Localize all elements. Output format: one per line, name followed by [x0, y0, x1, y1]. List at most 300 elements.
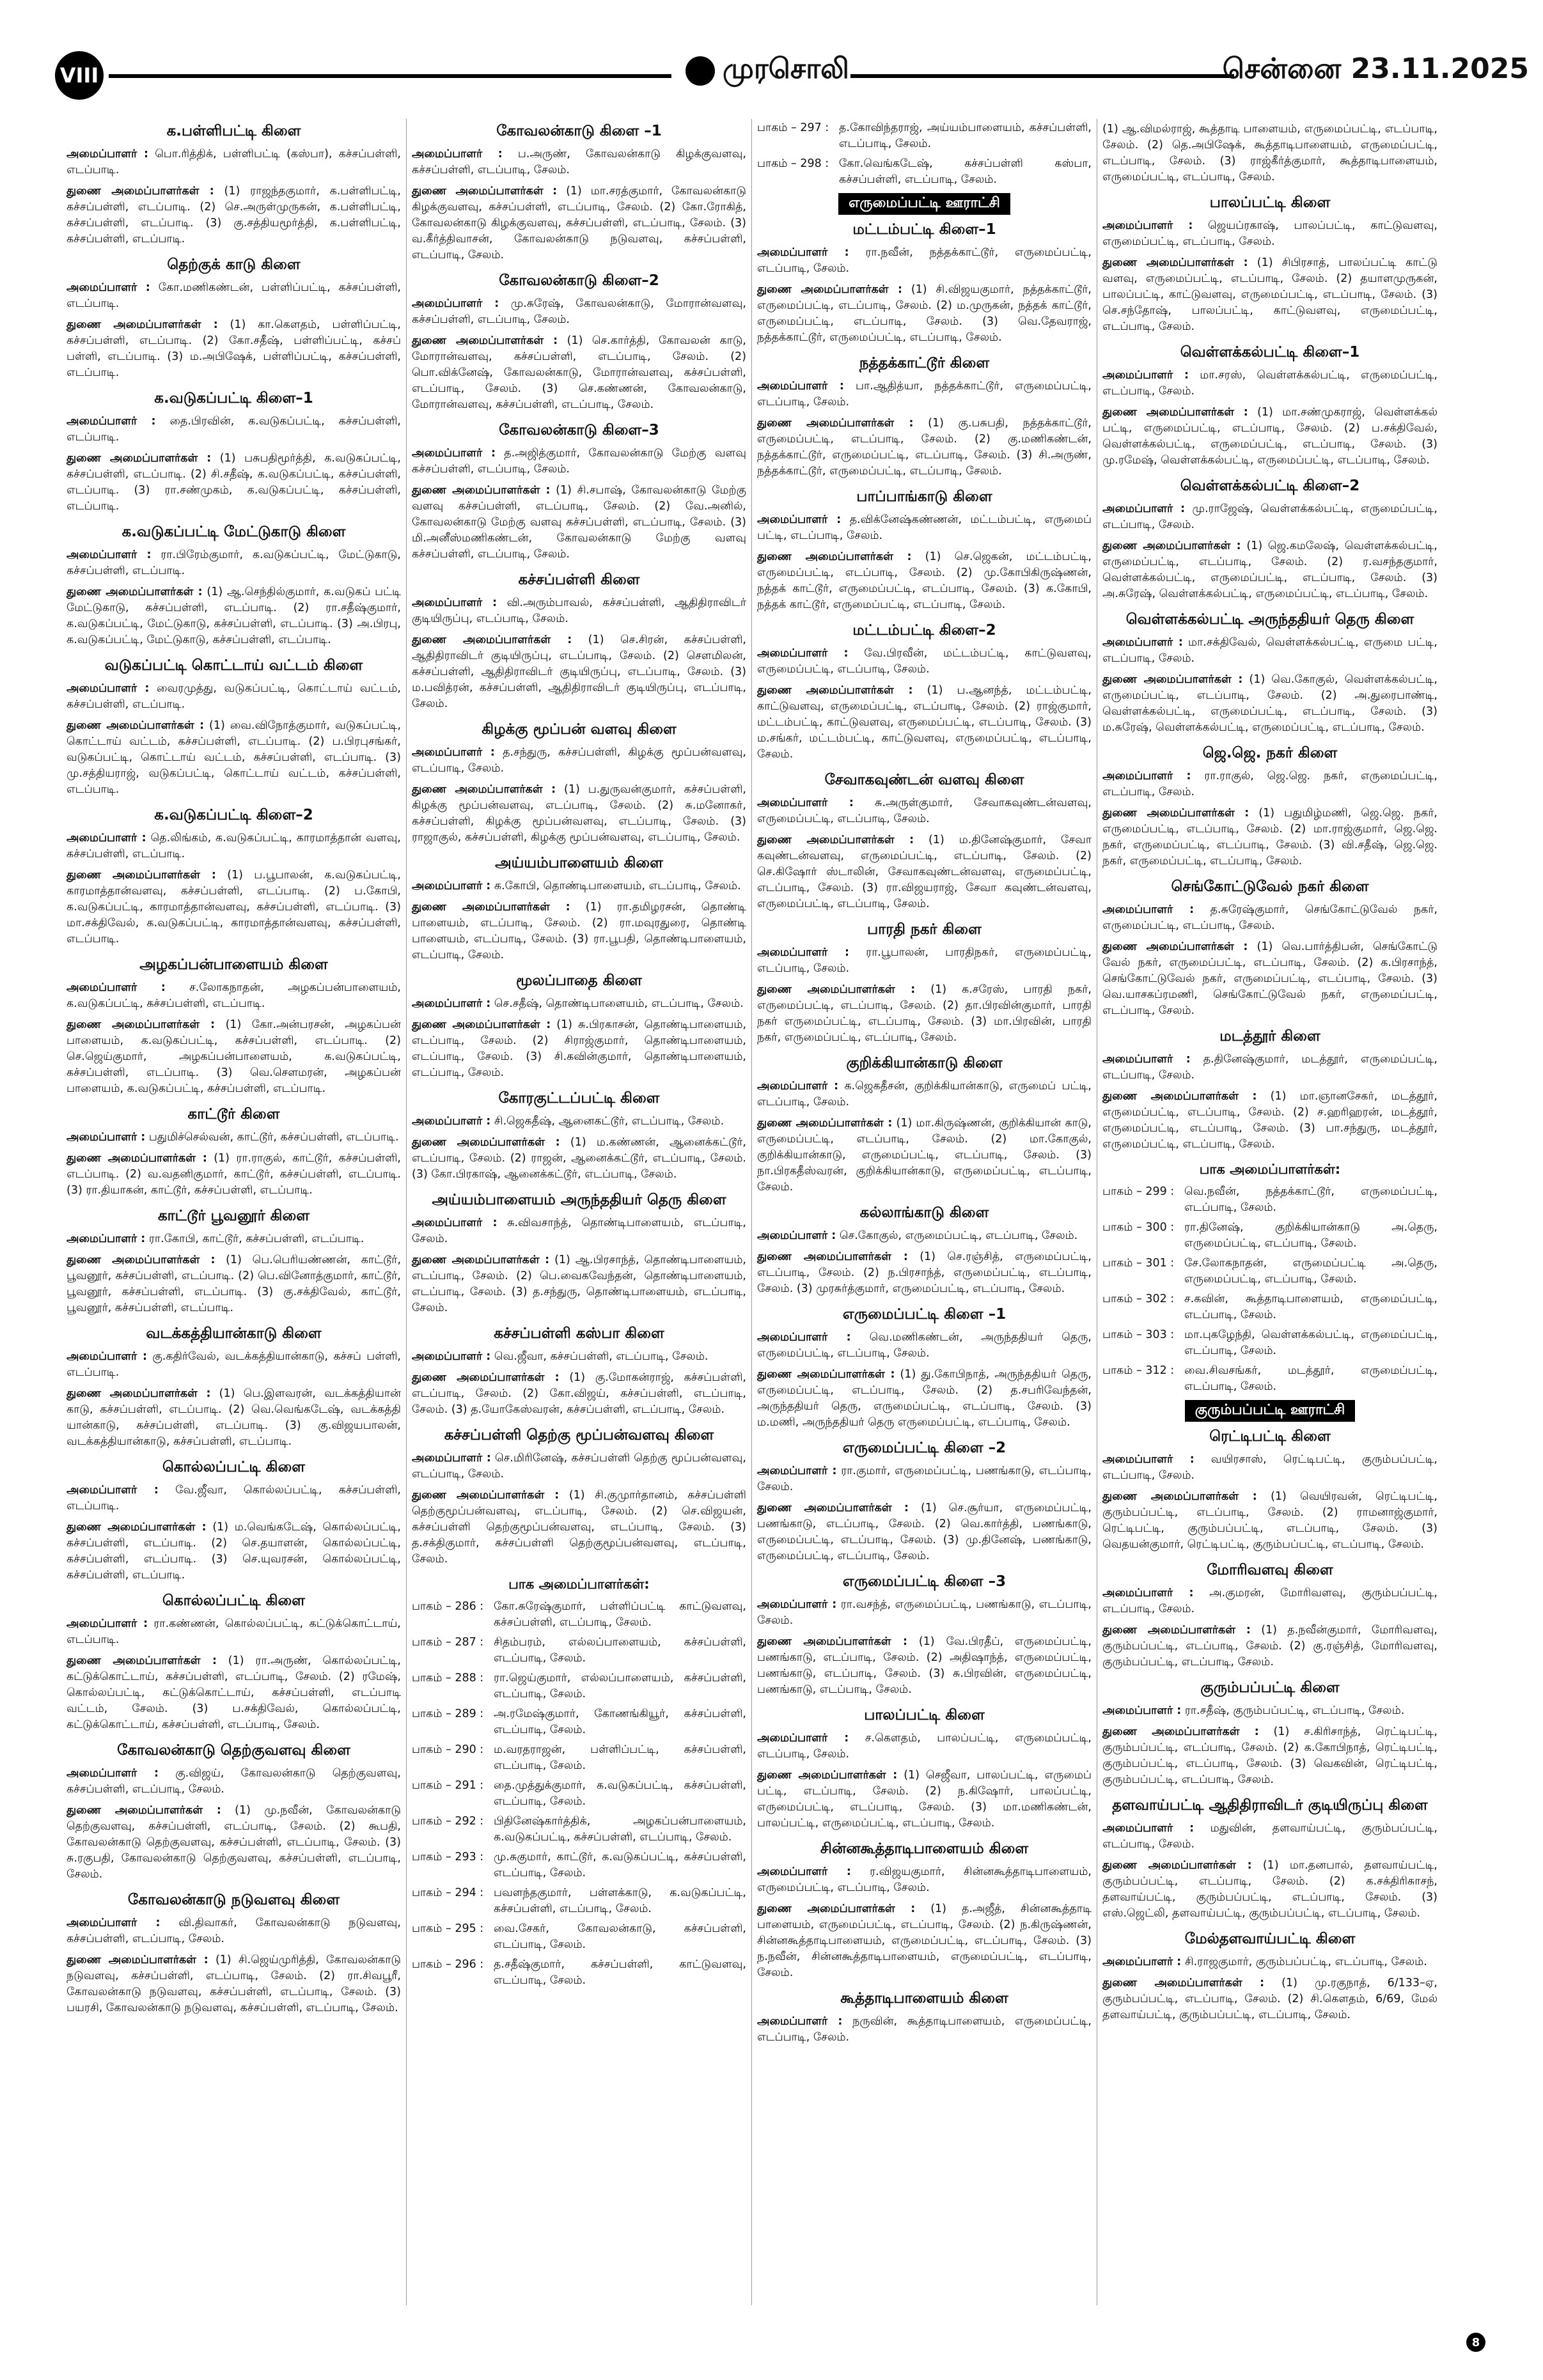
branch-section — [1102, 1931, 1437, 2023]
booth-row — [412, 1778, 746, 1810]
branch-title: மோரிவளவு கிளை — [1207, 1562, 1333, 1578]
deputy-names: (1) ப.ஆனந்த், மட்டம்பட்டி, காட்டுவளவு, எருமைப்பட்டி, எடப்பாடி, சேலம். (2) ராஜ்குமார், மட்டம்பட்டி, காட்டுவளவு, எருமைப்பட்டி, எடப்பாடி, சேலம். (3) ம.சங்கர், மட்டம்பட்டி, காட்டுவளவு, எருமைப்பட்டி, எடப்பாடி, சேலம். — [757, 684, 1092, 761]
branch-section — [1102, 121, 1437, 185]
booth-organizer: வெ.நவீன், நத்தக்காட்டூர், எருமைப்பட்டி, எடப்பாடி, சேலம். — [1184, 1185, 1437, 1214]
organizer-label: அமைப்பாளர் : — [757, 1080, 839, 1093]
branch-section — [757, 1840, 1092, 1981]
branch-section — [412, 572, 746, 712]
organizer-name: ரா.சதீஷ், குரும்பப்பட்டி, எடப்பாடி, சேலம். — [1184, 1704, 1405, 1717]
organizer-label: அமைப்பாளர் : — [1102, 369, 1189, 382]
deputy-organizers-line — [757, 1116, 1092, 1195]
branch-section — [412, 1325, 746, 1418]
branch-section — [67, 1325, 401, 1450]
page-header — [0, 0, 1543, 88]
panchayat-band — [1102, 1400, 1437, 1422]
panchayat-name: எருமைப்பட்டி ஊராட்சி — [838, 193, 1010, 215]
deputy-names: (1) பெ.இளவரன், வடக்கத்தியான் காடு, கச்சப்பள்ளி, எடப்பாடி. (2) வெ.வெங்கடேஷ், வடக்கத்தி யான்காடு, கச்சப்பள்ளி, எடப்பாடி. (3) கு.விஜயபாலன், வடக்கத்தியான்காடு, கச்சப்பள்ளி, எடப்பாடி. — [67, 1387, 401, 1448]
organizer-label: அமைப்பாளர் : — [1102, 636, 1183, 649]
deputy-names: (1) மு.நவீன், கோவலன்காடு தெற்குவளவு, கச்சப்பள்ளி, எடப்பாடி, சேலம். (2) கூபதி, கோவலன்காடு தெற்குவளவு, கச்சப்பள்ளி, எடப்பாடி, சேலம். (3) சு.ரகுபதி, கோவலன்காடு தெற்குவளவு, கச்சப்பள்ளி, எடப்பாடி, சேலம். — [67, 1804, 401, 1881]
deputy-organizers-line — [412, 1252, 746, 1316]
deputy-names: (1) மா.தனபால், தளவாய்பட்டி, குரும்பப்பட்டி, எடப்பாடி, சேலம். (2) க.சக்திரிசுாசந், தளவாய்பட்டி, குரும்பப்பட்டி, எடப்பாடி, சேலம். (3) எஸ்.ஜெட்லி, தளவாய்பட்டி, குரும்பப்பட்டி, எடப்பாடி, சேலம். — [1102, 1859, 1437, 1920]
murasoli-logo-icon — [685, 56, 715, 86]
deputy-names: (1) ப.பூபாலன், க.வடுகப்பட்டி, காரமாத்தான்வளவு, கச்சப்பள்ளி, எடப்பாடி. (2) ப.கோபி, க.வடுகப்பட்டி, காரமாத்தான்வளவு, கச்சப்பள்ளி, எடப்பாடி. (3) மா.சக்திவேல், க.வடுகப்பட்டி, காரமாத்தான்வளவு, கச்சப்பள்ளி, எடப்பாடி. — [67, 869, 401, 945]
deputy-label: துணை அமைப்பாளர்கள் : — [412, 901, 570, 914]
booth-organizer: வை.சேகர், கோவலன்காடு, கச்சப்பள்ளி, எடப்பாடி, சேலம். — [494, 1922, 746, 1951]
deputy-organizers-line — [412, 1370, 746, 1418]
organizer-label: அமைப்பாளர் : — [67, 148, 148, 160]
branch-section — [412, 1427, 746, 1567]
branch-title: கோவலன்காடு கிளை –1 — [496, 123, 662, 139]
deputy-label: துணை அமைப்பாளர்கள் : — [757, 1368, 895, 1381]
organizer-line — [1102, 1452, 1437, 1484]
deputy-label: துணை அமைப்பாளர்கள் : — [67, 1387, 211, 1400]
deputy-organizers-line — [67, 1151, 401, 1199]
deputy-label: துணை அமைப்பாளர்கள் : — [412, 783, 556, 796]
booth-row — [412, 1635, 746, 1667]
branch-title: குரும்பப்பட்டி கிளை — [1200, 1679, 1340, 1696]
organizer-line — [412, 446, 746, 478]
column-1 — [61, 119, 407, 2305]
organizer-line — [1102, 1821, 1437, 1853]
organizer-label: அமைப்பாளர் : — [67, 1233, 146, 1245]
column-4 — [1097, 119, 1443, 2305]
booth-number: பாகம் – 287 : — [412, 1636, 484, 1649]
deputy-label: துணை அமைப்பாளர்கள் : — [412, 1136, 560, 1149]
booth-number: பாகம் – 292 : — [412, 1815, 484, 1828]
branch-section — [757, 355, 1092, 479]
organizer-line — [412, 296, 746, 328]
booth-row — [412, 1849, 746, 1881]
branch-title: கோவலன்காடு கிளை–2 — [499, 272, 659, 289]
branch-title: அய்யம்பாளையம் கிளை — [495, 855, 663, 871]
organizer-line — [67, 830, 401, 862]
organizer-label: அமைப்பாளர் : — [412, 997, 491, 1010]
organizer-line — [1102, 635, 1437, 667]
branch-section — [1102, 1028, 1437, 1153]
branch-title: மட்டம்பட்டி கிளை–1 — [852, 221, 996, 238]
deputy-names: (1) சி.ஜெய்முரித்தி, கோவலன்காடு நடுவளவு, கச்சப்பள்ளி, எடப்பாடி, சேலம். (2) ரா.சிவபூரீ, கோவலன்காடு நடுவளவு, கச்சப்பள்ளி, எடப்பாடி, சேலம். (3) பயரசி, கோவலன்காடு நடுவளவு, கச்சப்பள்ளி, எடப்பாடி, சேலம். — [67, 1954, 401, 2014]
organizer-name: சு.அருள்குமார், சேவாகவுண்டன்வளவு, எருமைப்பட்டி, எடப்பாடி, சேலம். — [757, 797, 1092, 825]
organizer-label: அமைப்பாளர் : — [412, 1115, 491, 1128]
deputy-organizers-line — [67, 1386, 401, 1450]
deputy-names: (1) பசுபதிமூர்த்தி, க.வடுகப்பட்டி, கச்சப்பள்ளி, எடப்பாடி. (2) சி.சதீஷ், க.வடுகப்பட்டி, கச்சப்பள்ளி, எடப்பாடி. (3) ரா.சண்முகம், க.வடுகப்பட்டி, கச்சப்பள்ளி, எடப்பாடி. — [67, 452, 401, 513]
booth-row — [1102, 1327, 1437, 1359]
deputy-names: (1) வே.பிரதீப், எருமைப்பட்டி, பணங்காடு, எடப்பாடி, சேலம். (2) அதிஷாந்த், எருமைப்பட்டி, பணங்காடு, எடப்பாடி, சேலம். (3) சு.பிரவின், எருமைப்பட்டி, பணங்காடு, எடப்பாடி, சேலம். — [757, 1635, 1092, 1696]
deputy-names: (1) து.கோபிநாத், அருந்ததியர் தெரு, எருமைப்பட்டி, எடப்பாடி, சேலம். (2) த.சபரிவேந்தன், அருந்ததியர் தெரு, எருமைப்பட்டி, எடப்பாடி, சேலம். (3) ம.மணி, அருந்ததியர் தெரு எருமைப்பட்டி, எடப்பாடி, சேலம். — [757, 1368, 1092, 1429]
organizer-name: வே.ஜீவா, கொல்லப்பட்டி, கச்சப்பள்ளி, எடப்பாடி. — [67, 1484, 401, 1513]
organizer-name: சி.ஜெகதீஷ், ஆனைகட்டூர், எடப்பாடி, சேலம். — [494, 1115, 725, 1128]
branch-title: நத்தக்காட்டூர் கிளை — [859, 355, 990, 371]
deputy-organizers-line — [67, 183, 401, 247]
deputy-organizers-line — [412, 782, 746, 846]
organizer-name: மு.ராஜேஷ், வெள்ளக்கல்பட்டி, எருமைப்பட்டி, எடப்பாடி, சேலம். — [1102, 502, 1437, 531]
organizer-name: செ.சதீஷ், தொண்டிபாளையம், எடப்பாடி, சேலம். — [494, 997, 744, 1010]
deputy-names: (1) செ.கார்த்தி, கோவலன் காடு, மோரான்வளவு, கச்சப்பள்ளி, எடப்பாடி, சேலம். (2) பொ.விக்னேஷ், கோவலன்காடு, மோரான்வளவு, கச்சப்பள்ளி, எடப்பாடி, சேலம். (3) செ.கண்ணன், கோவலன்காடு, மோரான்வளவு, கச்சப்பள்ளி, எடப்பாடி, சேலம். — [412, 334, 746, 411]
organizer-label: அமைப்பாளர் : — [757, 513, 842, 526]
branch-section — [757, 1055, 1092, 1195]
deputy-organizers-line — [1102, 1489, 1437, 1553]
deputy-organizers-line — [757, 1500, 1092, 1564]
booth-row — [1102, 1220, 1437, 1252]
organizer-line — [1102, 902, 1437, 934]
organizer-name: ஜெயப்ரகாஷ், பாலப்பட்டி, காட்டுவளவு, எருமைப்பட்டி, எடப்பாடி, சேலம். — [1102, 219, 1437, 248]
deputy-organizers-line — [757, 282, 1092, 346]
organizer-label: அமைப்பாளர் : — [757, 1732, 849, 1745]
branch-section — [757, 1707, 1092, 1832]
branch-title: குறிக்கியான்காடு கிளை — [846, 1055, 1003, 1071]
deputy-label: துணை அமைப்பாளர்கள் : — [757, 834, 914, 846]
organizer-line — [412, 1114, 746, 1130]
deputy-names: (1) சி.குமுார்தானம், கச்சப்பள்ளி தெற்குமூப்பன்வளவு, எடப்பாடி, சேலம். (2) செ.விஜயன், கச்சப்பள்ளி தெற்குமூப்பன்வளவு, எடப்பாடி, சேலம். (3) த.சக்திகுமார், கச்சப்பள்ளி தெற்குமூப்பன்வளவு, எடப்பாடி, சேலம். — [412, 1489, 746, 1566]
branch-section — [757, 921, 1092, 1046]
organizer-label: அமைப்பாளர் : — [67, 1131, 146, 1144]
branch-section — [67, 1106, 401, 1199]
deputy-names: (1) மா.ஞானசேகர், மடத்தூர், எருமைப்பட்டி, எடப்பாடி, சேலம். (2) ச.ஹரிஹரன், மடத்தூர், எருமைப்பட்டி, எடப்பாடி, சேலம். (3) பா.சந்துரு, மடத்தூர், எருமைப்பட்டி, எடப்பாடி, சேலம். — [1102, 1090, 1437, 1151]
deputy-names: (1) ச.கிரிசாந்த், ரெட்டிபட்டி, குரும்பப்பட்டி, எடப்பாடி, சேலம். (2) க.கோபிநாத், ரெட்டிபட்டி, குரும்பப்பட்டி, எடப்பாடி, சேலம். (3) வெகவின், ரெட்டிபட்டி, குரும்பப்பட்டி, எடப்பாடி, சேலம். — [1102, 1725, 1437, 1786]
organizer-name: வி.திவாகர், கோவலன்காடு நடுவளவு, கச்சப்பள்ளி, எடப்பாடி, சேலம். — [67, 1917, 401, 1945]
organizer-line — [1102, 1703, 1437, 1719]
organizer-name: த.விக்னேஷ்கண்ணன், மட்டம்பட்டி, எருமைப் பட்டி, எடப்பாடி, சேலம். — [757, 513, 1092, 542]
organizer-label: அமைப்பாளர் : — [412, 596, 497, 609]
organizer-name: தை.பிரவின், க.வடுகப்பட்டி, கச்சப்பள்ளி, எடப்பாடி. — [67, 415, 401, 444]
deputy-names: (1) கோ.அன்பரசன், அழகப்பன் பாளையம், க.வடுகப்பட்டி, கச்சப்பள்ளி, எடப்பாடி. (2) செ.ஜெய்குமார், அழகப்பன்பாளையம், க.வடுகப்பட்டி, கச்சப்பள்ளி, எடப்பாடி. (3) வெ.சௌமரன், அழகப்பன் பாளையம், க.வடுகப்பட்டி, கச்சப்பள்ளி, எடப்பாடி. — [67, 1018, 401, 1095]
deputy-names: (1) த.நவீன்குமார், மோரிவளவு, குரும்பப்பட்டி, எடப்பாடி, சேலம். (2) கு.ரஞ்சித், மோரிவளவு, குரும்பப்பட்டி, எடப்பாடி, சேலம். — [1102, 1624, 1437, 1668]
page-footer-number: 8 — [1466, 2333, 1485, 2352]
organizer-line — [1102, 1585, 1437, 1617]
booth-number: பாகம் – 301 : — [1102, 1257, 1175, 1270]
deputy-names: (1) ஜெ.கமலேஷ், வெள்ளக்கல்பட்டி, எருமைப்பட்டி, எடப்பாடி, சேலம். (2) ர.வசந்தகுமார், வெள்ளக்கல்பட்டி, எருமைப்பட்டி, எடப்பாடி, சேலம். (3) அ.சுரேஷ், வெள்ளக்கல்பட்டி, எருமைப்பட்டி, எடப்பாடி, சேலம். — [1102, 540, 1437, 600]
deputy-organizers-line — [67, 1803, 401, 1883]
deputy-organizers-line — [1102, 805, 1437, 869]
deputy-organizers-line — [1102, 1622, 1437, 1670]
branch-title: எருமைப்பட்டி கிளை –1 — [842, 1306, 1006, 1323]
branch-section — [412, 855, 746, 963]
branch-section — [412, 123, 746, 263]
organizer-line — [412, 996, 746, 1012]
organizer-name: அ.குமரன், மோரிவளவு, குரும்பப்பட்டி, எடப்பாடி, சேலம். — [1102, 1587, 1437, 1615]
booth-number: பாகம் – 300 : — [1102, 1221, 1175, 1234]
deputy-organizers-line — [757, 1634, 1092, 1698]
deputy-names: (1) வெயிரவன், ரெட்டிபட்டி, குரும்பப்பட்டி, எடப்பாடி, சேலம். (2) ராமனாஜ்குமார், ரெட்டிபட்டி, குரும்பப்பட்டி, எடப்பாடி, சேலம். (3) வெதயன்குமார், ரெட்டிபட்டி, குரும்பப்பட்டி, எடப்பாடி, சேலம். — [1102, 1490, 1437, 1551]
organizer-line — [1102, 1954, 1437, 1970]
deputy-organizers-line — [1102, 405, 1437, 469]
organizer-label: அமைப்பாளர் : — [757, 946, 849, 959]
column-2 — [407, 119, 752, 2305]
deputy-label: துணை அமைப்பாளர்கள் : — [67, 719, 205, 732]
organizer-line — [757, 1330, 1092, 1362]
branch-section — [757, 1204, 1092, 1297]
booth-row — [412, 1706, 746, 1738]
organizer-label: அமைப்பாளர் : — [757, 647, 849, 660]
header-rule-right — [850, 74, 1234, 78]
branch-section — [1102, 478, 1437, 602]
organizer-line — [1102, 368, 1437, 400]
organizer-name: செ.கோகுல், எருமைப்பட்டி, எடப்பாடி, சேலம். — [839, 1229, 1078, 1242]
organizer-line — [757, 2014, 1092, 2046]
deputy-organizers-line — [757, 982, 1092, 1046]
deputy-names: (1) மா.சரத்குமார், கோவலன்காடு கிழக்குவளவு, கச்சப்பள்ளி, எடப்பாடி, சேலம். (2) கோ.ரோகித், கோவலன்காடு கிழக்குவளவு, கச்சப்பள்ளி, எடப்பாடி, சேலம். (3) வ.கீர்த்திவாசன், கோவலன்காடு நடுவளவு, கச்சப்பள்ளி, எடப்பாடி, சேலம். — [412, 185, 746, 261]
organizer-line — [412, 595, 746, 627]
organizer-name: சு.விவசாந்த், தொண்டிபாளையம், எடப்பாடி, சேலம். — [412, 1217, 746, 1245]
deputy-label: துணை அமைப்பாளர்கள் : — [67, 869, 216, 882]
branch-title: கல்லாங்காடு கிளை — [859, 1204, 989, 1221]
branch-title: அய்யம்பாளையம் அருந்ததியர் தெரு கிளை — [432, 1192, 726, 1208]
organizer-name: த.அஜித்குமார், கோவலன்காடு மேற்கு வளவு கச்சப்பள்ளி, எடப்பாடி, சேலம். — [412, 447, 746, 476]
organizer-label: அமைப்பாளர் : — [412, 1350, 491, 1363]
branch-title: கோரகுட்டப்பட்டி கிளை — [498, 1090, 660, 1107]
branch-section — [67, 524, 401, 648]
deputy-label: துணை அமைப்பாளர்கள் : — [67, 1654, 217, 1667]
branch-section — [67, 1459, 401, 1583]
branch-section — [67, 1892, 401, 2016]
organizer-name: ரா.பூபாலன், பாரதிநகர், எருமைப்பட்டி, எடப்பாடி, சேலம். — [757, 946, 1092, 975]
booth-row — [412, 1957, 746, 1989]
page-number-badge: VIII — [55, 51, 104, 100]
branch-section — [757, 772, 1092, 912]
booth-organizer: ச.கவின், கூத்தாடிபாளையம், எருமைப்பட்டி, எடப்பாடி, சேலம். — [1184, 1293, 1437, 1321]
branch-title: கிழக்கு மூப்பன் வளவு கிளை — [482, 721, 677, 738]
deputy-names: (1) க.சரேஸ், பாரதி நகர், எருமைப்பட்டி, எடப்பாடி, சேலம். (2) தா.பிரவின்குமார், பாரதி நகர் எருமைப்பட்டி, எடப்பாடி, சேலம். (3) மா.பிரவின், பாரதி நகர், எருமைப்பட்டி, எடப்பாடி, சேலம். — [757, 983, 1092, 1044]
deputy-label: துணை அமைப்பாளர்கள் : — [757, 283, 902, 296]
deputy-organizers-line — [757, 683, 1092, 763]
booth-row — [412, 1814, 746, 1846]
organizer-name: த.சுரேஷ்குமார், செங்கோட்டுவேல் நகர், எருமைப்பட்டி, எடப்பாடி, சேலம். — [1102, 903, 1437, 932]
booth-row — [1102, 1256, 1437, 1287]
booth-organizer: சிதம்பரம், எல்லப்பாளையம், கச்சப்பள்ளி, எடப்பாடி, சேலம். — [494, 1636, 746, 1665]
booth-row — [1102, 1291, 1437, 1323]
branch-title: வடுகப்பட்டி கொட்டாய் வட்டம் கிளை — [104, 657, 363, 674]
deputy-label: துணை அமைப்பாளர்கள் : — [1102, 406, 1248, 419]
branch-section — [412, 721, 746, 846]
booth-organizer: த.சதீஷ்குமார், கச்சப்பள்ளி, காட்டுவளவு, எடப்பாடி, சேலம். — [494, 1958, 746, 1987]
organizer-name: வே.பிரவீன், மட்டம்பட்டி, காட்டுவளவு, எருமைப்பட்டி, எடப்பாடி, சேலம். — [757, 647, 1092, 676]
booth-organizer: ரா.தினேஷ், குறிக்கியான்காடு அ.தெரு, எருமைப்பட்டி, எடப்பாடி, சேலம். — [1184, 1221, 1437, 1250]
branch-title: ரெட்டிபட்டி கிளை — [1209, 1428, 1331, 1445]
organizer-line — [412, 878, 746, 894]
deputy-label: துணை அமைப்பாளர்கள் : — [412, 484, 551, 497]
organizer-label: அமைப்பாளர் : — [757, 246, 849, 259]
deputy-names: (1) ரா.ராகுல், காட்டூர், கச்சப்பள்ளி, எடப்பாடி. (2) வ.வதனிகுமார், காட்டூர், கச்சப்பள்ளி, எடப்பாடி. (3) ரா.தியாகன், காட்டூர், கச்சப்பள்ளி, எடப்பாடி. — [67, 1152, 401, 1197]
deputy-organizers-line — [67, 584, 401, 648]
city-date: சென்னை 23.11.2025 — [1222, 52, 1529, 85]
booth-organizer: மா.புகழேந்தி, வெள்ளக்கல்பட்டி, எருமைப்பட்டி, எடப்பாடி, சேலம். — [1184, 1328, 1437, 1357]
branch-section — [757, 221, 1092, 346]
booth-row — [757, 120, 1092, 152]
deputy-label: துணை அமைப்பாளர்கள் : — [412, 1018, 551, 1031]
deputy-organizers-line — [412, 1488, 746, 1567]
booth-row — [412, 1921, 746, 1953]
booth-number: பாகம் – 302 : — [1102, 1293, 1175, 1305]
deputy-organizers-line — [757, 1367, 1092, 1431]
organizer-label: அமைப்பாளர் : — [1102, 1053, 1191, 1066]
organizer-label: அமைப்பாளர் : — [1102, 1587, 1194, 1599]
branch-title: எருமைப்பட்டி கிளை –2 — [842, 1440, 1006, 1456]
organizer-label: அமைப்பாளர் : — [67, 832, 146, 844]
branch-title: சேவாகவுண்டன் வளவு கிளை — [824, 772, 1024, 788]
deputy-organizers-line — [1102, 939, 1437, 1019]
branch-section — [757, 1573, 1092, 1698]
branch-title: எருமைப்பட்டி கிளை –3 — [842, 1573, 1006, 1590]
deputy-label: துணை அமைப்பாளர்கள் : — [1102, 1090, 1257, 1103]
deputy-names: (1) வை.விநோத்குமார், வடுகப்பட்டி, கொட்டாய் வட்டம், கச்சப்பள்ளி, எடப்பாடி. (2) ப.பிரபுசங்கர், வடுகப்பட்டி, கொட்டாய் வட்டம், கச்சப்பள்ளி, எடப்பாடி. (3) மு.சத்தியராஜ், வடுகப்பட்டி, கொட்டாய் வட்டம், கச்சப்பள்ளி, எடப்பாடி. — [67, 719, 402, 796]
organizer-name: த.சந்துரு, கச்சப்பள்ளி, கிழக்கு மூப்பன்வளவு, எடப்பாடி, சேலம். — [412, 746, 746, 775]
branch-section — [1102, 194, 1437, 335]
branch-title: அழகப்பன்பாளையம் கிளை — [139, 956, 328, 973]
organizer-line — [757, 1864, 1092, 1896]
deputy-organizers-line — [67, 1653, 401, 1733]
deputy-names: (1) வெ.பார்த்திபன், செங்கோட்டு வேல் நகர், எருமைப்பட்டி, எடப்பாடி, சேலம். (2) க.பிரசாந்த், செங்கோட்டுவேல் நகர், எருமைப்பட்டி, எடப்பாடி, சேலம். (3) வெ.யாசகப்ரமணி, செங்கோட்டுவேல் நகர், எருமைப்பட்டி, எடப்பாடி, சேலம். — [1102, 940, 1437, 1017]
branch-title: க.வடுகப்பட்டி மேட்டுகாடு கிளை — [121, 524, 346, 540]
deputy-label: துணை அமைப்பாளர்கள் : — [757, 1117, 893, 1130]
organizer-line — [757, 1078, 1092, 1110]
organizer-label: அமைப்பாளர் : — [757, 1465, 837, 1477]
organizer-name: ரா.கோபி, காட்டூர், கச்சப்பள்ளி, எடப்பாடி. — [148, 1233, 364, 1245]
deputy-names: (1) மு.ரகுநாத், 6/133–ஏ, குரும்பப்பட்டி, எடப்பாடி, சேலம். (2) சி.கௌதம், 6/69, மேல் தளவாய்பட்டி, குரும்பப்பட்டி, எடப்பாடி, சேலம். — [1102, 1977, 1437, 2021]
organizer-label: அமைப்பாளர் : — [67, 1617, 148, 1630]
organizer-name: தெ.லிங்கம், க.வடுகப்பட்டி, காரமாத்தான் வளவு, கச்சப்பள்ளி, எடப்பாடி. — [67, 832, 401, 860]
organizer-line — [67, 980, 401, 1012]
deputy-names: (1) ஆ.செந்தில்குமார், க.வடுகப் பட்டி மேட்டுகாடு, கச்சப்பள்ளி, எடப்பாடி. (2) ரா.சதீஷ்குமார், க.வடுகப்பட்டி, மேட்டுகாடு, கச்சப்பள்ளி, எடப்பாடி. (3) அ.பிரபு, க.வடுகப்பட்டி, மேட்டுகாடு, கச்சப்பள்ளி, எடப்பாடி. — [67, 586, 401, 646]
booth-number: பாகம் – 295 : — [412, 1922, 484, 1935]
deputy-label: துணை அமைப்பாளர்கள் : — [67, 1804, 221, 1817]
branch-title: தளவாய்பட்டி ஆதிதிராவிடர் குடியிருப்பு கிளை — [1112, 1797, 1428, 1814]
deputy-label: துணை அமைப்பாளர்கள் : — [67, 452, 212, 465]
organizer-name: ரா.பிரேம்குமார், க.வடுகப்பட்டி, மேட்டுகாடு, கச்சப்பள்ளி, எடப்பாடி. — [67, 548, 401, 577]
deputy-organizers-line — [67, 718, 401, 798]
booth-row — [412, 1670, 746, 1702]
organizer-name: கோ.மணிகண்டன், பள்ளிப்பட்டி, கச்சப்பள்ளி, எடப்பாடி. — [67, 281, 401, 310]
deputy-organizers-line — [757, 549, 1092, 613]
deputy-label: துணை அமைப்பாளர்கள் : — [67, 1254, 215, 1266]
deputy-label: துணை அமைப்பாளர்கள் : — [412, 1254, 550, 1266]
branch-title: ஜெ.ஜெ. நகர் கிளை — [1202, 745, 1338, 761]
branch-section — [1102, 745, 1437, 869]
organizer-label: அமைப்பாளர் : — [757, 1331, 851, 1344]
organizer-name: மா.சக்திவேல், வெள்ளக்கல்பட்டி, எருமை பட்டி, எடப்பாடி, சேலம். — [1102, 636, 1437, 665]
deputy-names: (1) செ.ரஞ்சித், எருமைப்பட்டி, எடப்பாடி, சேலம். (2) ந.பிரசாந்த், எருமைப்பட்டி, எடப்பாடி, சேலம். (3) முரசுர்த்குமார், எருமைப்பட்டி, எடப்பாடி, சேலம். — [757, 1250, 1092, 1295]
deputy-names: (1) செ.சூர்யா, எருமைப்பட்டி, பணங்காடு, எடப்பாடி, சேலம். (2) வெ.கார்த்தி, பணங்காடு, எருமைப்பட்டி, எடப்பாடி, சேலம். (3) மு.தினேஷ், பணங்காடு, எருமைப்பட்டி, எடப்பாடி, சேலம். — [757, 1502, 1092, 1562]
branch-section — [67, 1208, 401, 1316]
masthead-logo — [685, 52, 849, 89]
branch-title: கச்சப்பள்ளி தெற்கு மூப்பன்வளவு கிளை — [444, 1427, 714, 1443]
deputy-label: துணை அமைப்பாளர்கள் : — [757, 1502, 909, 1514]
organizer-label: அமைப்பாளர் : — [412, 746, 495, 759]
organizer-name: த.தினேஷ்குமார், மடத்தூர், எருமைப்பட்டி, எடப்பாடி, சேலம். — [1102, 1053, 1437, 1082]
booth-organizer: கோ.வெங்கடேஷ், கச்சப்பள்ளி கஸ்பா, கச்சப்பள்ளி, எடப்பாடி, சேலம். — [839, 157, 1092, 186]
deputy-names: (1) ஆ.விமல்ராஜ், கூத்தாடி பாளையம், எருமைப்பட்டி, எடப்பாடி, சேலம். (2) தெ.அபிஷேக், கூத்தாடிபாளையம், எருமைப்பட்டி, எடப்பாடி, சேலம். (3) ராஜ்கீர்த்குமார், கூத்தாடிபாளையம், எருமைப்பட்டி, எடப்பாடி, சேலம். — [1102, 123, 1437, 183]
deputy-label: துணை அமைப்பாளர்கள் : — [412, 185, 558, 198]
booth-organizer: மு.சுகுமார், காட்டூர், க.வடுகப்பட்டி, கச்சப்பள்ளி, எடப்பாடி, சேலம். — [494, 1851, 746, 1879]
deputy-names: (1) செ.ஜெகன், மட்டம்பட்டி, எருமைப்பட்டி, எடப்பாடி, சேலம். (2) மு.கோபிகிருஷ்ணன், நத்தக் காட்டூர், எருமைப்பட்டி, எடப்பாடி, சேலம். (3) க.கோபி, நத்தக் காட்டூர், எருமைப்பட்டி, எடப்பாடி, சேலம். — [757, 550, 1092, 611]
deputy-organizers-line — [757, 1901, 1092, 1981]
branch-section — [67, 256, 401, 381]
organizer-name: பதுமிச்செல்வன், காட்டூர், கச்சப்பள்ளி, எடப்பாடி. — [148, 1131, 399, 1144]
deputy-names: (1) ஆ.பிரசாந்த், தொண்டிபாளையம், எடப்பாடி, சேலம். (2) பெ.வைகவேந்தன், தொண்டிபாளையம், எடப்பாடி, சேலம். (3) த.சந்துரு, தொண்டிபாளையம், எடப்பாடி, சேலம். — [412, 1254, 746, 1314]
booth-organizer: வை.சிவசங்கர், மடத்தூர், எருமைப்பட்டி, எடப்பாடி, சேலம். — [1184, 1364, 1437, 1393]
branch-section — [1102, 1797, 1437, 1922]
deputy-label: துணை அமைப்பாளர்கள் : — [1102, 807, 1249, 820]
deputy-names: (1) ரா.அருண், கொல்லப்பட்டி, கட்டுக்கொட்டாய், கச்சப்பள்ளி, எடப்பாடி, சேலம். (2) ரமேஷ், கொல்லப்பட்டி, கட்டுக்கொட்டாய், கச்சப்பள்ளி, எடப்பாடி வட்டம், சேலம். (3) ப.சக்திவேல், கொல்லப்பட்டி, கட்டுக்கொட்டாய், கச்சப்பள்ளி, எடப்பாடி, சேலம். — [67, 1654, 401, 1731]
deputy-organizers-line — [67, 451, 401, 515]
organizer-name: சி.ராஜகுமார், குரும்பப்பட்டி, எடப்பாடி, சேலம். — [1184, 1956, 1427, 1968]
deputy-label: துணை அமைப்பாளர்கள் : — [1102, 1859, 1252, 1872]
booth-row — [1102, 1184, 1437, 1216]
deputy-label: துணை அமைப்பாளர்கள் : — [1102, 540, 1241, 552]
booth-number: பாகம் – 299 : — [1102, 1185, 1175, 1198]
organizer-name: ரா.கண்ணன், கொல்லப்பட்டி, கட்டுக்கொட்டாய், எடப்பாடி. — [67, 1617, 401, 1646]
branch-title: வெள்ளக்கல்பட்டி கிளை–1 — [1180, 344, 1360, 361]
organizer-name: வெ.மணிகண்டன், அருந்ததியர் தெரு, எருமைப்பட்டி, எடப்பாடி, சேலம். — [757, 1331, 1092, 1360]
organizer-label: அமைப்பாளர் : — [757, 1865, 851, 1878]
deputy-names: (1) சி.சபாஷ், கோவலன்காடு மேற்கு வளவு கச்சப்பள்ளி, எடப்பாடி, சேலம். (2) வே.அனில், கோவலன்காடு மேற்கு வளவு கச்சப்பள்ளி, எடப்பாடி, சேலம். (3) மி.அனீஸ்மணிகண்டன், கோவலன்காடு மேற்கு வளவு கச்சப்பள்ளி, எடப்பாடி, சேலம். — [412, 484, 746, 561]
branch-title: கோவலன்காடு கிளை–3 — [499, 422, 659, 439]
organizer-name: ர.விஜயகுமார், சின்னகூத்தாடிபாளையம், எருமைப்பட்டி, எடப்பாடி, சேலம். — [757, 1865, 1092, 1894]
deputy-label: துணை அமைப்பாளர்கள் : — [757, 1635, 907, 1648]
header-rule-left — [109, 74, 671, 78]
branch-title: வெள்ளக்கல்பட்டி அருந்ததியர் தெரு கிளை — [1125, 611, 1414, 628]
organizer-line — [67, 1231, 401, 1247]
organizer-name: ப.அருண், கோவலன்காடு கிழக்குவளவு, கச்சப்பள்ளி, எடப்பாடி, சேலம். — [412, 148, 746, 176]
deputy-organizers-line — [412, 632, 746, 712]
branch-section — [412, 972, 746, 1081]
organizer-name: கு.விஜய், கோவலன்காடு தெற்குவளவு, கச்சப்பள்ளி, எடப்பாடி, சேலம். — [67, 1767, 401, 1796]
deputy-organizers-line — [412, 1017, 746, 1081]
deputy-organizers-line — [67, 1017, 401, 1097]
organizer-line — [67, 280, 401, 312]
branch-section — [757, 622, 1092, 763]
deputy-names: (1) சு.பிரகாசன், தொண்டிபாளையம், எடப்பாடி, சேலம். (2) சிராஜ்குமார், தொண்டிபாளையம், எடப்பாடி, சேலம். (3) சி.கவின்குமார், தொண்டிபாளையம், எடப்பாடி, சேலம். — [412, 1018, 747, 1079]
branch-title: கோவலன்காடு தெற்குவளவு கிளை — [117, 1742, 350, 1759]
organizer-line — [67, 1130, 401, 1146]
organizer-label: அமைப்பாளர் : — [67, 1350, 148, 1363]
organizer-label: அமைப்பாளர் : — [757, 380, 844, 393]
organizer-label: அமைப்பாளர் : — [1102, 903, 1194, 916]
branch-section — [1102, 878, 1437, 1019]
branch-title: தெற்குக் காடு கிளை — [167, 256, 301, 273]
booth-organizer: சே.லோகநாதன், எருமைப்பட்டி அ.தெரு, எருமைப்பட்டி, எடப்பாடி, சேலம். — [1184, 1257, 1437, 1286]
booth-number: பாகம் – 290 : — [412, 1743, 484, 1756]
deputy-names: (1) பெ.பெரியண்ணன், காட்டூர், பூவனூர், கச்சப்பள்ளி, எடப்பாடி. (2) பெ.வினோத்குமார், காட்டூர், பூவனூர், கச்சப்பள்ளி, எடப்பாடி. (3) கு.சக்திவேல், காட்டூர், பூவனூர், கச்சப்பள்ளி, எடப்பாடி. — [67, 1254, 402, 1314]
deputy-label: துணை அமைப்பாளர்கள் : — [1102, 1490, 1257, 1503]
deputy-names: (1) மா.சண்முகராஜ், வெள்ளக்கல் பட்டி, எருமைப்பட்டி, எடப்பாடி, சேலம். (2) ப.சக்திவேல், வெள்ளக்கல்பட்டி, எருமைப்பட்டி, எடப்பாடி, சேலம். (3) மு.ரமேஷ், வெள்ளக்கல்பட்டி, எருமைப்பட்டி, எடப்பாடி, சேலம். — [1102, 406, 1437, 467]
booth-number: பாகம் – 303 : — [1102, 1328, 1175, 1341]
organizer-name: மதுவின், தளவாய்பட்டி, குரும்பப்பட்டி, எடப்பாடி, சேலம். — [1102, 1822, 1437, 1851]
branch-title: கச்சப்பள்ளி கிளை — [518, 572, 640, 588]
organizer-name: க.கோபி, தொண்டிபாளையம், எடப்பாடி, சேலம். — [494, 880, 741, 892]
deputy-names: (1) செ.சிரன், கச்சப்பள்ளி, ஆதிதிராவிடர் குடியிருப்பு, எடப்பாடி, சேலம். (2) சௌமிலன், கச்சப்பள்ளி, ஆதிதிராவிடர் குடியிருப்பு, எடப்பாடி, சேலம். (3) ம.பவித்ரன், கச்சப்பள்ளி, ஆதிதிராவிடர் குடியிருப்பு, எடப்பாடி, சேலம். — [412, 634, 746, 710]
branch-section — [1102, 1679, 1437, 1788]
branch-title: க.வடுகப்பட்டி கிளை–1 — [154, 390, 313, 407]
deputy-label: துணை அமைப்பாளர்கள் : — [1102, 940, 1248, 953]
branch-section — [412, 1192, 746, 1316]
organizer-name: நருவின், கூத்தாடிபாளையம், எருமைப்பட்டி, எடப்பாடி, சேலம். — [757, 2015, 1092, 2044]
deputy-organizers-line — [1102, 1858, 1437, 1922]
branch-title: கோவலன்காடு நடுவளவு கிளை — [127, 1892, 340, 1908]
organizer-label: அமைப்பாளர் : — [67, 682, 150, 695]
deputy-names: (1) ராஜந்தகுமார், க.பள்ளிபட்டி, கச்சப்பள்ளி, எடப்பாடி. (2) செ.அருள்முருகன், க.பள்ளிபட்டி, கச்சப்பள்ளி, எடப்பாடி. (3) கு.சத்தியமூர்த்தி, க.பள்ளிபட்டி, கச்சப்பள்ளி, எடப்பாடி. — [67, 185, 401, 245]
branch-section — [757, 1440, 1092, 1564]
organizer-line — [757, 378, 1092, 410]
booth-row — [757, 156, 1092, 188]
organizer-line — [67, 1616, 401, 1648]
branch-section — [1102, 344, 1437, 469]
branch-title: பாலப்பட்டி கிளை — [864, 1707, 985, 1723]
branch-title: வெள்ளக்கல்பட்டி கிளை–2 — [1180, 478, 1360, 494]
organizer-line — [412, 1215, 746, 1247]
organizer-name: பா.ஆதித்யா, நத்தக்காட்டூர், எருமைப்பட்டி, எடப்பாடி, சேலம். — [757, 380, 1092, 408]
branch-title: மேல்தளவாய்பட்டி கிளை — [1184, 1931, 1356, 1947]
deputy-label: துணை அமைப்பாளர்கள் : — [67, 1018, 215, 1031]
